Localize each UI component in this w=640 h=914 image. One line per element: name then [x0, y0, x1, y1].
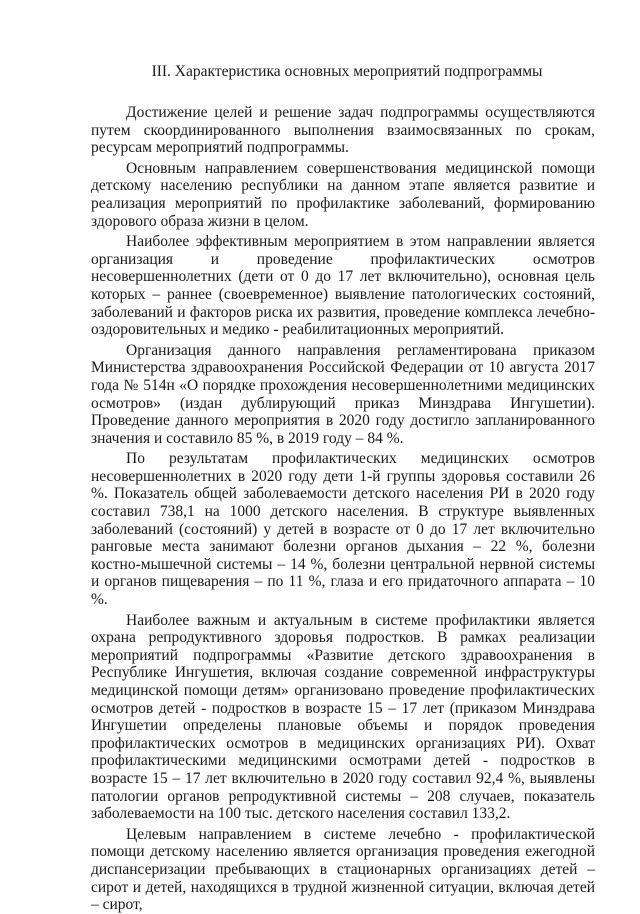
section-title: III. Характеристика основных мероприятий подпрограммы — [151, 63, 543, 80]
paragraph-4: Организация данного направления регламентирована приказом Министерства здравоохранения Российской Федерации от 10 августа 2017 года № 514н «О порядке прохождения несовершеннолетними медицинских осмотров» (издан дублирующий приказ Минздрава Ингушетии). Проведение данного мероприятия в 2020 году достигло запланированного значения и составило 85 %, в 2019 году – 84 %. — [91, 341, 595, 447]
paragraph-1: Достижение целей и решение задач подпрограммы осуществляются путем скоординированного выполнения взаимосвязанных по срокам, ресурсам мероприятий подпрограммы. — [91, 104, 595, 157]
paragraph-6: Наиболее важным и актуальным в системе профилактики является охрана репродуктивного здоровья подростков. В рамках реализации мероприятий подпрограммы «Развитие детского здравоохранения в Республике Ингушетия, включая создание современной инфраструктуры медицинской помощи детям» организовано проведение профилактических осмотров детей - подростков в возрасте 15 – 17 лет (приказом Минздрава Ингушетии определены плановые объемы и порядок проведения профилактических осмотров в медицинских организациях РИ). Охват профилактическими медицинскими осмотрами детей - подростков в возрасте 15 – 17 лет включительно в 2020 году составил 92,4 %, выявлены патологии органов репродуктивной системы – 208 случаев, показатель заболеваемости на 100 тыс. детского населения составил 133,2. — [91, 611, 595, 823]
paragraph-5: По результатам профилактических медицинских осмотров несовершеннолетних в 2020 году дети 1-й группы здоровья составили 26 %. Показатель общей заболеваемости детского населения РИ в 2020 году составил 738,1 на 1000 детского населения. В структуре выявленных заболеваний (состояний) у детей в возрасте от 0 до 17 лет включительно ранговые места занимают болезни органов дыхания – 22 %, болезни костно-мышечной системы – 14 %, болезни центральной нервной системы и органов пищеварения – по 11 %, глаза и его придаточного аппарата – 10 %. — [91, 450, 595, 609]
paragraph-3: Наиболее эффективным мероприятием в этом направлении является организация и проведение профилактических осмотров несовершеннолетних (дети от 0 до 17 лет включительно), основная цель которых – раннее (своевременное) выявление патологических состояний, заболеваний и факторов риска их развития, проведение комплекса лечебно-оздоровительных и медико - реабилитационных мероприятий. — [91, 233, 595, 339]
paragraph-7: Целевым направлением в системе лечебно - профилактической помощи детскому населению является организация проведения ежегодной диспансеризации пребывающих в стационарных организациях детей – сирот и детей, находящихся в трудной жизненной ситуации, включая детей – сирот, — [91, 825, 595, 914]
paragraph-2: Основным направлением совершенствования медицинской помощи детскому населению республики на данном этапе является развитие и реализация мероприятий по профилактике заболеваний, формированию здорового образа жизни в целом. — [91, 159, 595, 230]
